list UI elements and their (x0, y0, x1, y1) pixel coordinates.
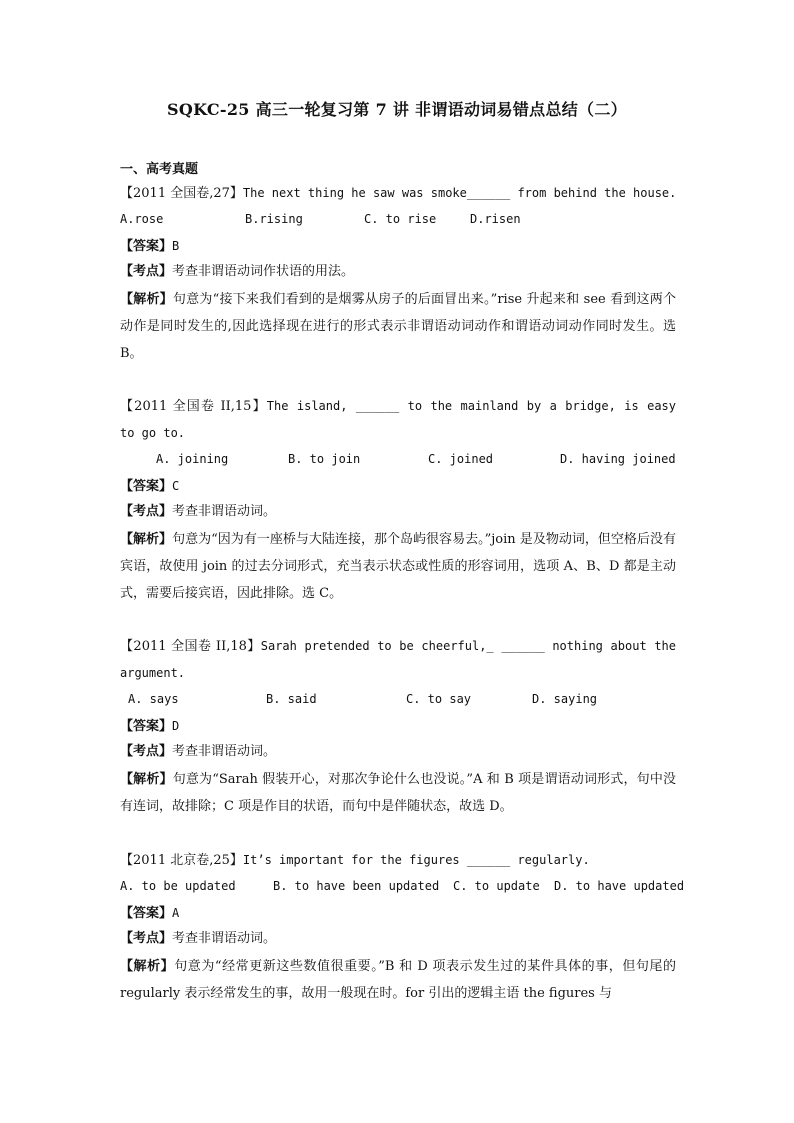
answer-value: C (172, 479, 180, 493)
question-stem: It’s important for the figures ______ regularly. (242, 853, 590, 867)
answer-line (120, 904, 179, 923)
page-title: SQKC-25 高三一轮复习第 7 讲 非谓语动词易错点总结（二） (167, 100, 627, 119)
answer-label: 【答案】 (120, 719, 173, 734)
option-d: D.risen (470, 212, 521, 226)
answer-line (120, 717, 179, 736)
point-line (120, 743, 276, 761)
option-c: C. joined (428, 452, 494, 466)
option-a: A. says (128, 692, 179, 706)
question-stem: The island, ______ to the mainland by a bridge, is easy to go to. (120, 399, 676, 440)
analysis-block (120, 953, 676, 1007)
point-label: 【考点】 (120, 504, 173, 519)
analysis-label: 【解析】 (120, 292, 173, 307)
answer-value: B (172, 239, 180, 253)
analysis-label: 【解析】 (120, 532, 173, 547)
option-c: C. to rise (364, 212, 437, 226)
analysis-text: 句意为“经常更新这些数值很重要。”B 和 D 项表示发生过的某件具体的事，但句尾的 regularly 表示经常发生的事，故用一般现在时。for 引出的逻辑主语 the figures 与 (120, 959, 676, 1001)
analysis-label: 【解析】 (120, 959, 175, 974)
option-c: C. to update (453, 879, 540, 893)
answer-line (120, 237, 179, 256)
section-heading: 一、高考真题 (120, 162, 199, 177)
point-line (120, 503, 276, 521)
point-text: 考查非谓语动词。 (172, 504, 277, 519)
answer-label: 【答案】 (120, 239, 173, 254)
analysis-block (120, 286, 676, 367)
question-source: 【2011 全国卷 II,15】 (120, 399, 267, 414)
answer-label: 【答案】 (120, 906, 173, 921)
option-b: B. to have been updated (273, 879, 440, 893)
question-stem: The next thing he saw was smoke______ from behind the house. (242, 186, 677, 200)
analysis-block (120, 766, 676, 820)
answer-value: A (172, 906, 180, 920)
answer-value: D (172, 719, 180, 733)
option-a: A. joining (156, 452, 229, 466)
question-source: 【2011 全国卷 II,18】 (120, 639, 261, 654)
analysis-label: 【解析】 (120, 772, 173, 787)
answer-label: 【答案】 (120, 479, 173, 494)
analysis-text: 句意为“Sarah 假装开心，对那次争论什么也没说。”A 和 B 项是谓语动词形式，句中没有连词，故排除；C 项是作目的状语，而句中是伴随状态，故选 D。 (120, 772, 676, 814)
point-line (120, 263, 354, 281)
question-source: 【2011 全国卷,27】 (120, 186, 243, 201)
option-d: D. having joined (560, 452, 676, 466)
point-label: 【考点】 (120, 931, 173, 946)
question-stem: Sarah pretended to be cheerful,_ ______ nothing about the argument. (120, 639, 676, 680)
option-a: A.rose (120, 212, 164, 226)
option-c: C. to say (406, 692, 472, 706)
option-b: B. to join (288, 452, 361, 466)
question-2-line (120, 393, 676, 447)
question-4-line (120, 851, 590, 870)
option-d: D. to have updated (554, 879, 685, 893)
point-text: 考查非谓语动词作状语的用法。 (172, 264, 355, 279)
question-3-line (120, 633, 676, 687)
option-d: D. saying (532, 692, 598, 706)
option-b: B.rising (245, 212, 303, 226)
point-label: 【考点】 (120, 264, 173, 279)
analysis-text: 句意为“因为有一座桥与大陆连接，那个岛屿很容易去。”join 是及物动词，但空格后没有宾语，故使用 join 的过去分词形式，充当表示状态或性质的形容词用，选项 A、B、D 都是主动式，需要后接宾语，因此排除。选 C。 (120, 532, 676, 601)
point-label: 【考点】 (120, 744, 173, 759)
point-text: 考查非谓语动词。 (172, 931, 277, 946)
question-1-line (120, 184, 676, 203)
point-line (120, 930, 276, 948)
option-b: B. said (266, 692, 317, 706)
option-a: A. to be updated (120, 879, 236, 893)
answer-line (120, 477, 179, 496)
analysis-block (120, 526, 676, 607)
analysis-text: 句意为“接下来我们看到的是烟雾从房子的后面冒出来。”rise 升起来和 see 看到这两个动作是同时发生的,因此选择现在进行的形式表示非谓语动词动作和谓语动词动作同时发生。选 B。 (120, 292, 676, 361)
question-source: 【2011 北京卷,25】 (120, 853, 243, 868)
point-text: 考查非谓语动词。 (172, 744, 277, 759)
